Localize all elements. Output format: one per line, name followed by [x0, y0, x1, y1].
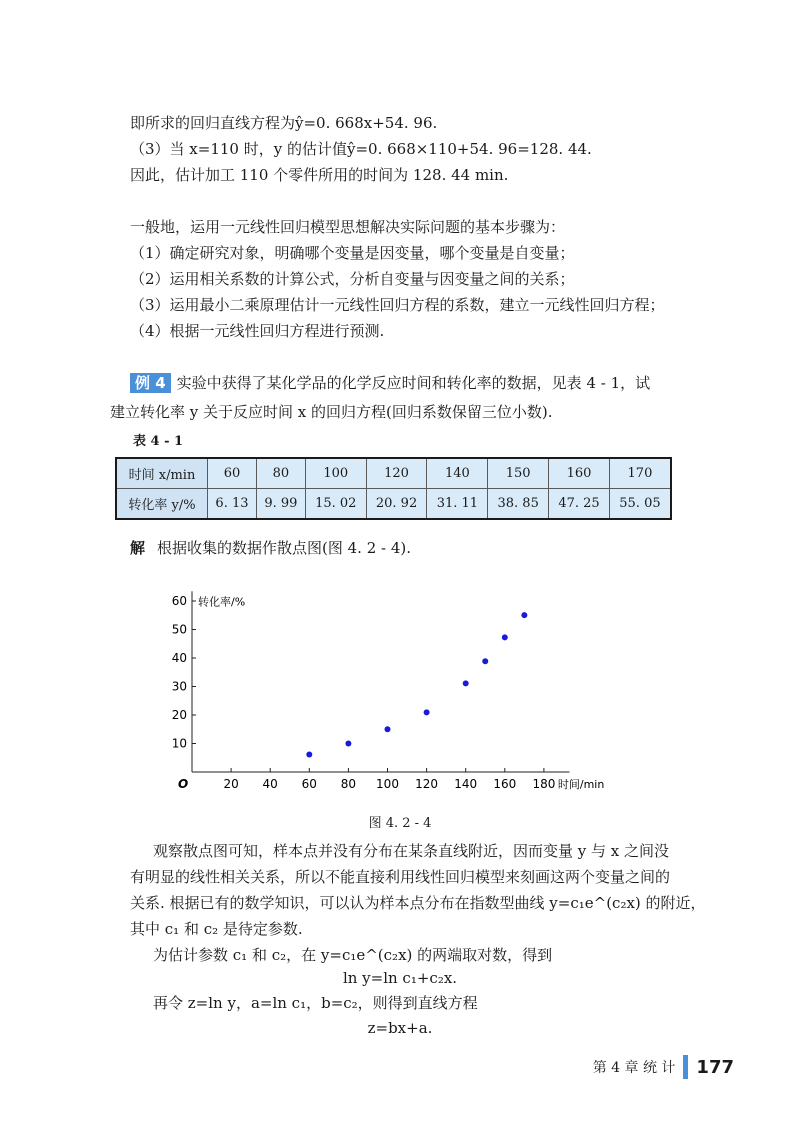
- estimate-line: （3）当 x=110 时，y 的估计值ŷ=0. 668×110+54. 96=128. 44.: [130, 140, 592, 158]
- table-row-rate: [116, 489, 671, 520]
- body-line-4: 其中 c₁ 和 c₂ 是待定参数.: [130, 920, 303, 938]
- data-table: [115, 457, 672, 520]
- table-cell: 120: [366, 458, 427, 489]
- x-tick-label: 100: [376, 777, 399, 791]
- y-axis-label: 转化率/%: [198, 595, 246, 609]
- step-item-1: （1）确定研究对象，明确哪个变量是因变量，哪个变量是自变量；: [130, 244, 575, 262]
- table-cell: 38. 85: [488, 489, 549, 520]
- page-footer: [593, 1055, 734, 1079]
- body-line-2: 有明显的线性相关关系，所以不能直接利用线性回归模型来刻画这两个变量之间的: [130, 868, 671, 886]
- y-tick-label: 40: [171, 651, 187, 665]
- origin-label: O: [178, 777, 189, 791]
- y-tick-label: 10: [171, 736, 187, 751]
- solution-label: 解: [130, 539, 146, 557]
- x-axis-label: 时间/min: [557, 778, 605, 791]
- table-cell: 47. 25: [549, 489, 610, 520]
- data-point: [385, 726, 391, 732]
- table-cell: 160: [549, 458, 610, 489]
- conclusion-line: 因此，估计加工 110 个零件所用的时间为 128. 44 min.: [130, 166, 509, 184]
- x-tick-label: 120: [415, 777, 439, 791]
- table-header-rate: 转化率 y/%: [116, 489, 208, 520]
- x-tick-label: 60: [301, 777, 317, 791]
- table-cell: 6. 13: [208, 489, 257, 520]
- x-tick-label: 180: [532, 777, 556, 791]
- example-line-1: [130, 373, 650, 393]
- chapter-label: 第 4 章 统 计: [592, 1060, 676, 1076]
- data-point: [306, 752, 312, 758]
- table-cell: 20. 92: [366, 489, 427, 520]
- y-tick-label: 50: [171, 622, 187, 637]
- x-tick-label: 20: [223, 777, 239, 791]
- body-line-1: 观察散点图可知，样本点并没有分布在某条直线附近，因而变量 y 与 x 之间没: [153, 842, 670, 860]
- figure-caption: 图 4. 2 - 4: [368, 816, 432, 831]
- y-tick-label: 60: [171, 594, 187, 608]
- step-item-4: （4）根据一元线性回归方程进行预测.: [130, 322, 385, 340]
- y-tick-label: 20: [171, 708, 187, 722]
- body-line-3: 关系. 根据已有的数学知识，可以认为样本点分布在指数型曲线 y=c₁e^(c₂x) 的附近，: [130, 894, 706, 912]
- footer-accent-bar: [683, 1055, 688, 1079]
- data-point: [463, 680, 469, 686]
- table-row-time: [116, 458, 671, 489]
- data-point: [521, 612, 527, 618]
- data-point: [345, 741, 351, 747]
- table-cell: 9. 99: [256, 489, 305, 520]
- step-item-2: （2）运用相关系数的计算公式，分析自变量与因变量之间的关系；: [130, 270, 575, 288]
- page-number: 177: [696, 1056, 734, 1078]
- example-text-1: 实验中获得了某化学品的化学反应时间和转化率的数据，见表 4 - 1，试: [176, 374, 651, 392]
- solution-line: [130, 538, 411, 558]
- table-header-time: 时间 x/min: [116, 458, 208, 489]
- table-cell: 15. 02: [305, 489, 366, 520]
- table-cell: 170: [609, 458, 671, 489]
- table-cell: 140: [427, 458, 488, 489]
- body-line-5: 为估计参数 c₁ 和 c₂，在 y=c₁e^(c₂x) 的两端取对数，得到: [153, 946, 553, 964]
- scatter-chart: [160, 585, 630, 800]
- solution-text: 根据收集的数据作散点图(图 4. 2 - 4).: [157, 539, 412, 557]
- regression-equation: ŷ=0. 668x+54. 96.: [295, 114, 438, 132]
- body-line-6: 再令 z=ln y，a=ln c₁，b=c₂，则得到直线方程: [153, 994, 478, 1012]
- table-cell: 80: [256, 458, 305, 489]
- step-item-3: （3）运用最小二乘原理估计一元线性回归方程的系数，建立一元线性回归方程；: [130, 296, 665, 314]
- example-tag: 例 4: [130, 373, 171, 393]
- equation-log: ln y=ln c₁+c₂x.: [342, 969, 458, 987]
- table-cell: 100: [305, 458, 366, 489]
- x-tick-label: 80: [340, 777, 357, 791]
- steps-heading: 一般地，运用一元线性回归模型思想解决实际问题的基本步骤为：: [130, 218, 566, 236]
- table-cell: 60: [208, 458, 257, 489]
- regression-equation-line: [130, 113, 437, 133]
- y-tick-label: 30: [171, 679, 187, 694]
- x-tick-label: 140: [454, 777, 478, 791]
- table-cell: 55. 05: [609, 489, 671, 520]
- regression-equation-prefix: 即所求的回归直线方程为: [130, 114, 296, 132]
- table-caption: 表 4 - 1: [133, 434, 184, 449]
- data-point: [424, 709, 430, 715]
- table-cell: 31. 11: [427, 489, 488, 520]
- example-text-2: 建立转化率 y 关于反应时间 x 的回归方程(回归系数保留三位小数).: [110, 403, 553, 421]
- data-point: [502, 634, 508, 640]
- equation-linear: z=bx+a.: [367, 1019, 433, 1037]
- data-point: [482, 658, 488, 664]
- table-cell: 150: [488, 458, 549, 489]
- x-tick-label: 160: [493, 777, 517, 791]
- x-tick-label: 40: [262, 777, 278, 791]
